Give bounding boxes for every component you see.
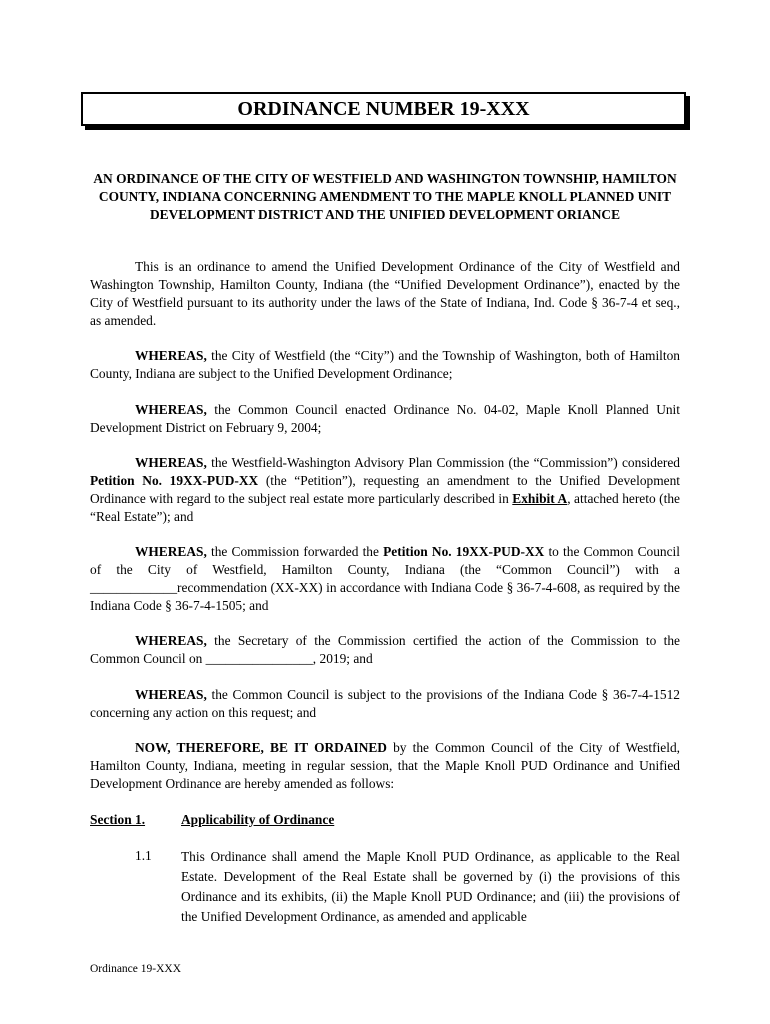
subsection-text: This Ordinance shall amend the Maple Knoll PUD Ordinance, as applicable to the Real Estate. Development of the Real Estate shall be governed by (i) the provisions of this Ordinance and its exhibits, (ii) the Maple Knoll PUD Ordinance; and (iii) the provisions of the Unified Development Ordinance, as amended and applicable (181, 849, 680, 924)
page-footer: Ordinance 19-XXX (90, 963, 182, 975)
ordinance-title: ORDINANCE NUMBER 19-XXX (81, 92, 686, 126)
now-therefore-text: by the Common Council of the City of Westfield, Hamilton County, Indiana, meeting in regular session, that the Maple Knoll PUD Ordinance and Unified Development Ordinance are hereby amended as follows: (90, 740, 680, 791)
whereas-text-4a: the Commission forwarded the (206, 544, 384, 559)
intro-paragraph: This is an ordinance to amend the Unified Development Ordinance of the City of Westfield and Washington Township, Hamilton County, Indiana (the “Unified Development Ordinance”), enacted by the City of Westfield pursuant to its authority under the laws of the State of Indiana, Ind. Code § 36-7-4 et seq., as amended. (90, 259, 680, 328)
exhibit-reference: Exhibit A (512, 491, 568, 506)
whereas-text-3c: , attached hereto (the “Real Estate”); and (90, 491, 680, 524)
ordinance-heading: AN ORDINANCE OF THE CITY OF WESTFIELD AND WASHINGTON TOWNSHIP, HAMILTON COUNTY, INDIANA CONCERNING AMENDMENT TO THE MAPLE KNOLL PLANNED UNIT DEVELOPMENT DISTRICT AND THE UNIFIED DEVELOPMENT ORIANCE (93, 171, 677, 222)
whereas-text-5: the Secretary of the Commission certified the action of the Commission to the Common Council on ________________, 2019; and (90, 633, 680, 666)
whereas-label: WHEREAS, (135, 348, 207, 363)
whereas-paragraph-5 (90, 632, 680, 668)
whereas-paragraph-2 (90, 401, 680, 437)
whereas-label: WHEREAS, (135, 402, 207, 417)
section-title: Applicability of Ordinance (181, 812, 335, 827)
whereas-paragraph-4 (90, 543, 680, 615)
whereas-text-3a: the Westfield-Washington Advisory Plan Commission (the “Commission”) considered (206, 455, 680, 470)
subsection-number: 1.1 (135, 848, 152, 863)
whereas-paragraph-3 (90, 454, 680, 526)
now-therefore-label: NOW, THEREFORE, BE IT ORDAINED (135, 740, 387, 755)
whereas-paragraph-1 (90, 347, 680, 383)
whereas-text-4b: to the Common Council of the City of Westfield, Hamilton County, Indiana (the “Common Council”) with a _____________recommendation (XX-XX) in accordance with Indiana Code § 36-7-4-608, as required by the Indiana Code § 36-7-4-1505; and (90, 544, 680, 613)
whereas-text-6: the Common Council is subject to the provisions of the Indiana Code § 36-7-4-1512 concerning any action on this request; and (90, 687, 680, 720)
whereas-label: WHEREAS, (135, 633, 207, 648)
whereas-paragraph-6 (90, 686, 680, 722)
section-number: Section 1. (90, 812, 146, 827)
petition-number: Petition No. 19XX-PUD-XX (90, 473, 259, 488)
whereas-text-2: the Common Council enacted Ordinance No. 04-02, Maple Knoll Planned Unit Development District on February 9, 2004; (90, 402, 680, 435)
now-therefore-paragraph (90, 739, 680, 793)
whereas-text-1: the City of Westfield (the “City”) and the Township of Washington, both of Hamilton County, Indiana are subject to the Unified Development Ordinance; (90, 348, 680, 381)
whereas-text-3b: (the “Petition”), requesting an amendment to the Unified Development Ordinance with regard to the subject real estate more particularly described in (90, 473, 680, 506)
whereas-label: WHEREAS, (135, 455, 207, 470)
whereas-label: WHEREAS, (135, 544, 207, 559)
petition-number: Petition No. 19XX-PUD-XX (383, 544, 545, 559)
whereas-label: WHEREAS, (135, 687, 207, 702)
